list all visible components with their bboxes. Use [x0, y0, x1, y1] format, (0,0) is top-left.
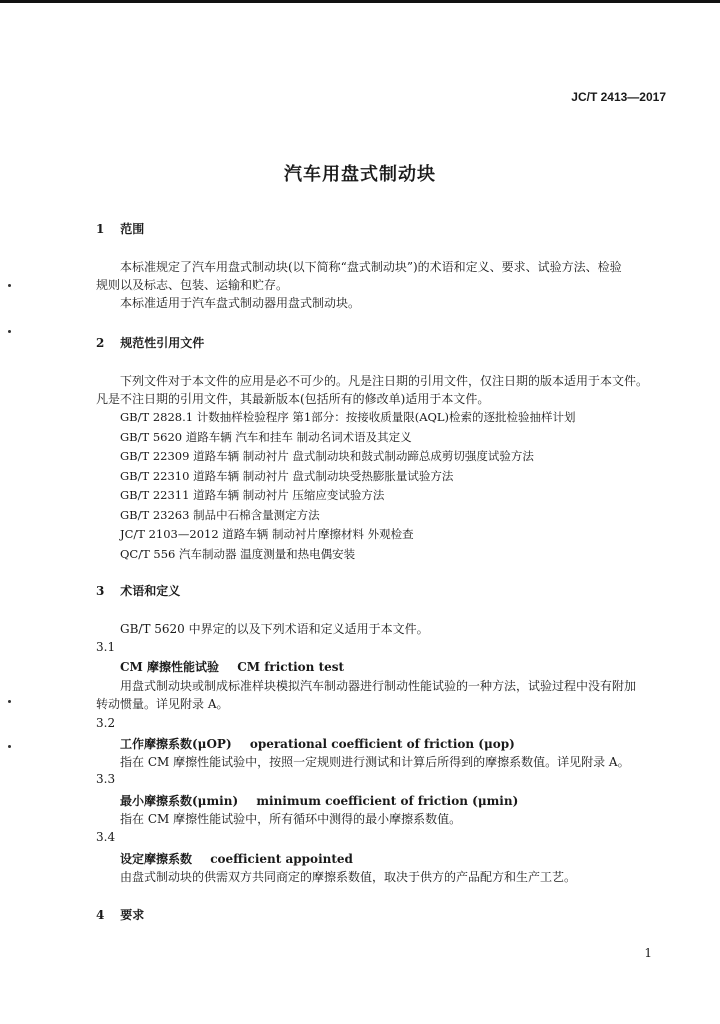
section-title: 规范性引用文件: [120, 336, 205, 350]
term-chinese: 设定摩擦系数: [120, 852, 193, 866]
term-heading: [120, 658, 344, 675]
term-chinese: 最小摩擦系数(μmin): [120, 794, 239, 808]
section-title: 范围: [120, 222, 145, 236]
reference-item: QC/T 556 汽车制动器 温度测量和热电偶安装: [120, 546, 356, 561]
term-english: CM friction test: [237, 660, 345, 674]
section-title: 术语和定义: [120, 584, 181, 598]
text-line: 转动惯量。详见附录 A。: [96, 697, 229, 711]
term-english: operational coefficient of friction (μop): [249, 737, 515, 751]
section-1-paragraph-2: 本标准适用于汽车盘式制动器用盘式制动块。: [120, 296, 361, 310]
scan-top-border: [0, 0, 720, 3]
section-1-heading: [96, 220, 144, 237]
section-number: 2: [96, 336, 105, 350]
section-3-intro: GB/T 5620 中界定的以及下列术语和定义适用于本文件。: [120, 622, 429, 636]
section-title: 要求: [120, 908, 145, 922]
text-line: 本标准规定了汽车用盘式制动块(以下简称“盘式制动块”)的术语和定义、要求、试验方法、检验: [120, 260, 622, 274]
term-english: minimum coefficient of friction (μmin): [256, 794, 519, 808]
scan-speck: [8, 700, 11, 703]
section-3-heading: [96, 582, 180, 599]
term-definition: 指在 CM 摩擦性能试验中，所有循环中测得的最小摩擦系数值。: [120, 812, 462, 826]
clause-number: 3.2: [96, 716, 116, 730]
reference-item: GB/T 22310 道路车辆 制动衬片 盘式制动块受热膨胀量试验方法: [120, 468, 454, 483]
section-2-heading: [96, 334, 204, 351]
reference-item: GB/T 2828.1 计数抽样检验程序 第1部分：按接收质量限(AQL)检索的逐批检验抽样计划: [120, 410, 576, 424]
reference-item: GB/T 5620 道路车辆 汽车和挂车 制动名词术语及其定义: [120, 429, 412, 444]
text-line: 下列文件对于本文件的应用是必不可少的。凡是注日期的引用文件，仅注日期的版本适用于本文件。: [120, 374, 649, 388]
document-code: JC/T 2413—2017: [571, 90, 666, 104]
section-2-intro: [96, 372, 676, 408]
clause-number: 3.3: [96, 772, 116, 786]
scan-speck: [8, 745, 11, 748]
term-definition: 由盘式制动块的供需双方共同商定的摩擦系数值，取决于供方的产品配方和生产工艺。: [120, 870, 577, 884]
reference-item: GB/T 23263 制品中石棉含量测定方法: [120, 507, 320, 522]
reference-item: GB/T 22311 道路车辆 制动衬片 压缩应变试验方法: [120, 488, 385, 502]
scan-speck: [8, 284, 11, 287]
section-number: 3: [96, 584, 105, 598]
section-1-paragraph-1: [96, 258, 676, 294]
text-line: 用盘式制动块或制成标准样块模拟汽车制动器进行制动性能试验的一种方法，试验过程中没有附加: [120, 679, 637, 693]
scan-speck: [8, 330, 11, 333]
section-4-heading: [96, 906, 144, 923]
text-line: 凡是不注日期的引用文件，其最新版本(包括所有的修改单)适用于本文件。: [96, 392, 490, 406]
term-heading: [120, 735, 515, 752]
term-heading: [120, 792, 518, 809]
reference-item: GB/T 22309 道路车辆 制动衬片 盘式制动块和鼓式制动蹄总成剪切强度试验方法: [120, 449, 534, 463]
term-definition: 指在 CM 摩擦性能试验中，按照一定规则进行测试和计算后所得到的摩擦系数值。详见附录 A。: [120, 755, 630, 769]
term-chinese: CM 摩擦性能试验: [120, 660, 220, 674]
section-number: 1: [96, 222, 105, 236]
normative-reference-list: [120, 408, 680, 564]
clause-number: 3.4: [96, 830, 116, 844]
text-line: 规则以及标志、包装、运输和贮存。: [96, 278, 289, 292]
term-heading: [120, 850, 353, 867]
section-number: 4: [96, 908, 105, 922]
page-number: 1: [644, 946, 652, 960]
term-definition: [96, 677, 676, 713]
term-chinese: 工作摩擦系数(μOP): [120, 737, 232, 751]
reference-item: JC/T 2103—2012 道路车辆 制动衬片摩擦材料 外观检查: [120, 527, 414, 541]
clause-number: 3.1: [96, 640, 116, 654]
term-english: coefficient appointed: [210, 852, 353, 866]
document-title: 汽车用盘式制动块: [284, 164, 436, 185]
